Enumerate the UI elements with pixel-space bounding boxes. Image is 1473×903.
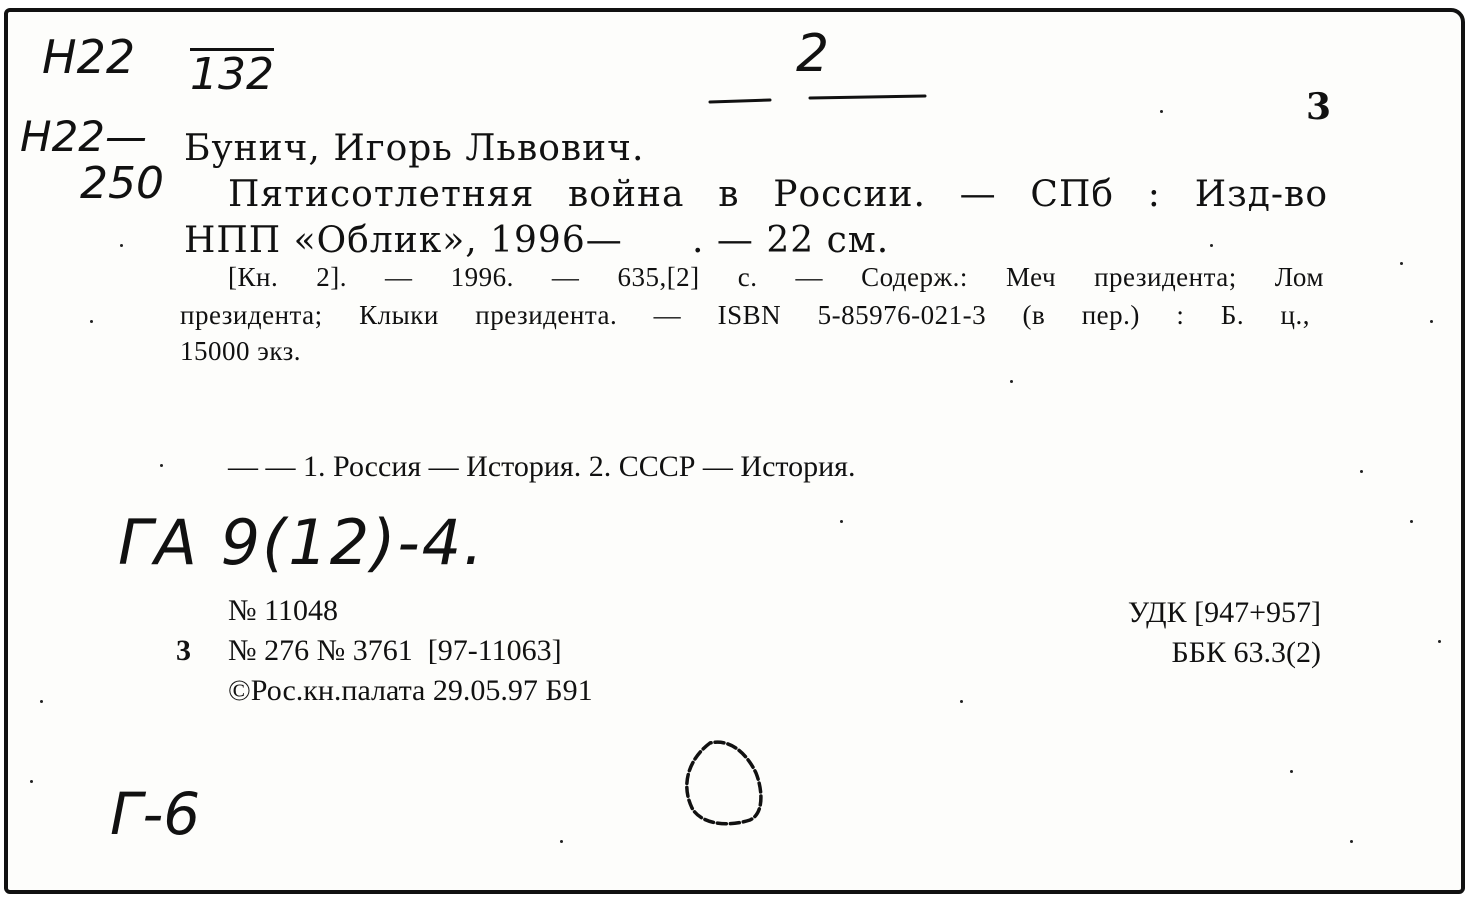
author-heading: Бунич, Игорь Львович. <box>184 128 645 169</box>
registration-number-1: № 11048 <box>228 594 339 627</box>
bbk-code: ББК 63.3(2) <box>1171 636 1321 669</box>
title-line-2-dimensions: . — 22 см. <box>692 220 890 261</box>
handwritten-underline <box>700 80 940 110</box>
subject-headings: — — 1. Россия — История. 2. СССР — История. <box>228 450 856 483</box>
card-number: 3 <box>1306 86 1332 128</box>
handwritten-bottom-mark: Г-6 <box>110 780 201 848</box>
handwritten-call-number-2: H22— <box>20 112 148 161</box>
registration-number-2: № 276 № 3761 [97-11063] <box>228 634 562 667</box>
description-line-3: 15000 экз. <box>180 336 302 366</box>
handwritten-top-mark: 2 <box>796 24 830 84</box>
copyright-line: ©Рос.кн.палата 29.05.97 Б91 <box>228 674 593 707</box>
handwritten-call-number-1: H22 <box>42 30 136 84</box>
handwritten-classification: ГА 9(12)-4. <box>118 506 485 579</box>
title-line-2: НПП «Облик», 1996— <box>184 220 623 261</box>
registration-prefix: 3 <box>176 634 191 667</box>
description-line-1: [Кн. 2]. — 1996. — 635,[2] с. — Содерж.: Меч президента; Лом <box>228 262 1324 292</box>
hand-drawn-circle-mark <box>670 728 780 838</box>
udc-code: УДК [947+957] <box>1127 596 1321 629</box>
handwritten-call-number-2-suffix: 250 <box>80 158 164 209</box>
title-line-1: Пятисотлетняя война в России. — СПб : Изд-во <box>228 174 1328 215</box>
handwritten-call-number-1-suffix: 132 <box>190 49 274 100</box>
description-line-2: президента; Клыки президента. — ISBN 5-85976-021-3 (в пер.) : Б. ц., <box>180 300 1310 330</box>
